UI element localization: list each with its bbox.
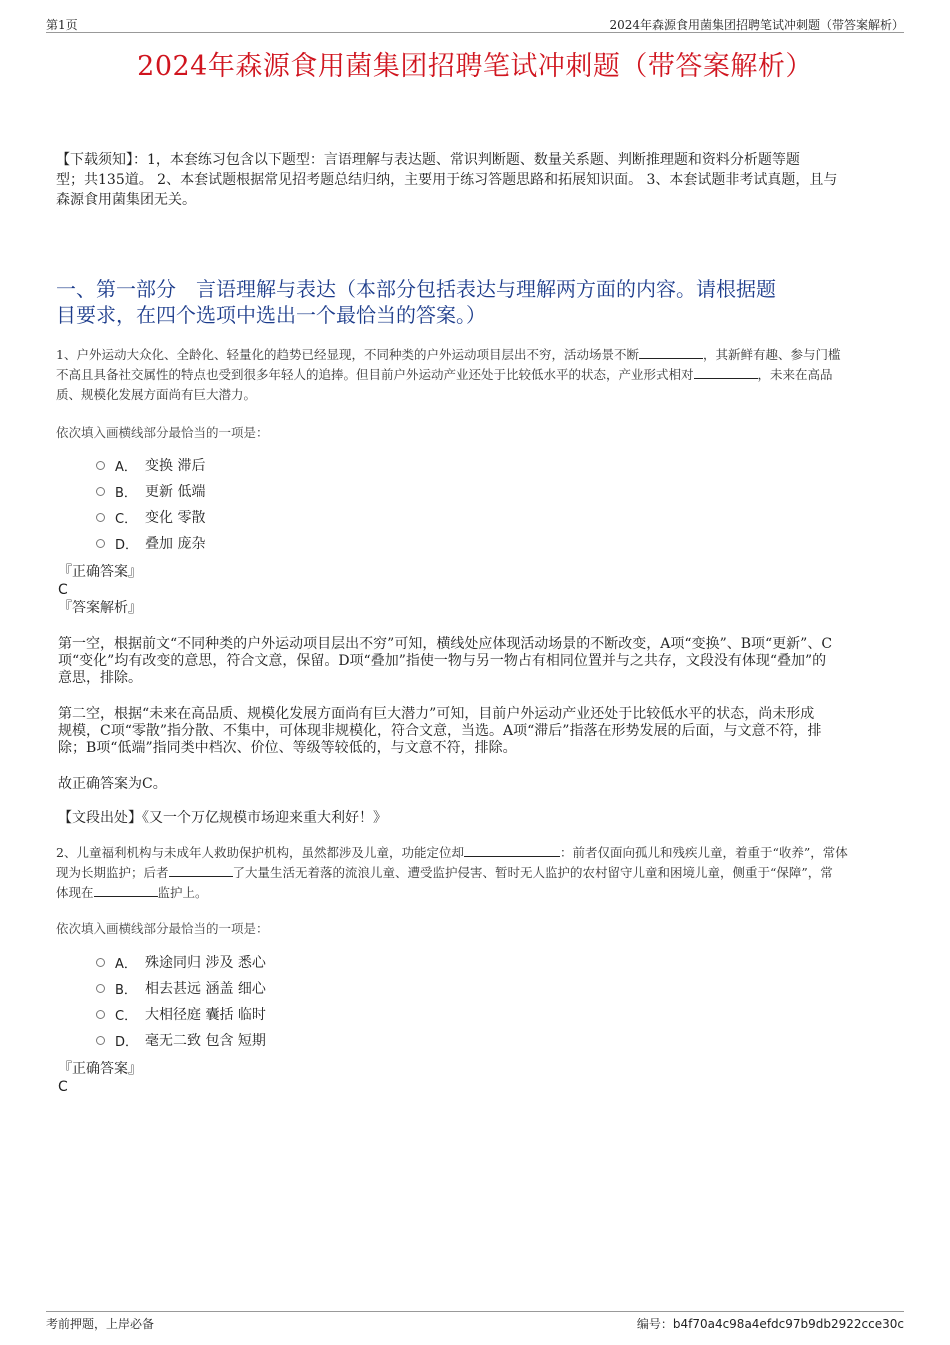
analysis-paragraph-2: 第二空，根据“未来在高品质、规模化发展方面尚有巨大潜力”可知，目前户外运动产业还处于比较低水平的状态，尚未形成 规模，C项“零散”指分散、不集中，可体现非规模化，符合文意，当选。A项“滞后”指落在形势发展的后面，与文意不符，排 除；B项“低端”指同类中档次、价位、等级等较低的，与文意不符，排除。 <box>58 706 822 756</box>
option-a[interactable]: A． 变换 滞后 <box>96 452 205 478</box>
question-2-prompt: 依次填入画横线部分最恰当的一项是： <box>56 921 269 936</box>
question-2-options <box>96 949 266 1053</box>
question-1-stem: 1、户外运动大众化、全龄化、轻量化的趋势已经显现，不同种类的户外运动项目层出不穷，活动场景不断 ，其新鲜有趣、参与门槛 不高且具备社交属性的特点也受到很多年轻人的追捧。但目前户外运动产业还处于比较低水平的状态，产业形式相对 ，未来在高品 质、规模化发展方面尚有巨大潜力。 <box>56 347 841 402</box>
option-b[interactable]: B． 更新 低端 <box>96 478 205 504</box>
fill-blank <box>694 366 758 379</box>
fill-blank <box>169 864 233 877</box>
analysis-paragraph-1: 第一空，根据前文“不同种类的户外运动项目层出不穷”可知，横线处应体现活动场景的不断改变，A项“变换”、B项“更新”、C 项“变化”均有改变的意思，符合文意，保留。D项“叠加”指使一物与另一物占有相同位置并与之共存，文段没有体现“叠加”的 意思，排除。 <box>58 636 833 686</box>
header-title: 2024年森源食用菌集团招聘笔试冲刺题（带答案解析） <box>609 18 904 32</box>
footer-slogan: 考前押题，上岸必备 <box>46 1317 155 1331</box>
footer-divider <box>46 1311 904 1312</box>
radio-icon[interactable] <box>96 958 105 967</box>
option-d[interactable]: D． 毫无二致 包含 短期 <box>96 1027 266 1053</box>
option-c[interactable]: C． 大相径庭 囊括 临时 <box>96 1001 266 1027</box>
question-1-options <box>96 452 205 556</box>
analysis-conclusion: 故正确答案为C。 <box>58 776 167 792</box>
question-2-answer: 『正确答案』 C <box>58 1061 142 1095</box>
question-1-prompt: 依次填入画横线部分最恰当的一项是： <box>56 425 269 440</box>
question-2-stem: 2、儿童福利机构与未成年人救助保护机构，虽然都涉及儿童，功能定位却 ：前者仅面向孤儿和残疾儿童，着重于“收养”，常体 现为长期监护；后者 了大量生活无着落的流浪儿童、遭受监护侵害、暂时无人监护的农村留守儿童和困境儿童，侧重于“保障”，常 体现在 监护上。 <box>56 845 848 900</box>
page-header <box>46 14 904 33</box>
radio-icon[interactable] <box>96 984 105 993</box>
option-c[interactable]: C． 变化 零散 <box>96 504 205 530</box>
answer-value: C <box>58 1079 68 1095</box>
page-number: 第1页 <box>46 18 78 32</box>
radio-icon[interactable] <box>96 1010 105 1019</box>
text-source: 【文段出处】《又一个万亿规模市场迎来重大利好！》 <box>58 810 387 826</box>
option-d[interactable]: D． 叠加 庞杂 <box>96 530 205 556</box>
option-b[interactable]: B． 相去甚远 涵盖 细心 <box>96 975 266 1001</box>
fill-blank <box>639 346 703 359</box>
radio-icon[interactable] <box>96 487 105 496</box>
radio-icon[interactable] <box>96 513 105 522</box>
radio-icon[interactable] <box>96 1036 105 1045</box>
document-title: 2024年森源食用菌集团招聘笔试冲刺题（带答案解析） <box>137 51 813 82</box>
option-a[interactable]: A． 殊途同归 涉及 悉心 <box>96 949 266 975</box>
fill-blank <box>464 844 560 857</box>
section-heading: 一、第一部分 言语理解与表达（本部分包括表达与理解两方面的内容。请根据题 目要求，在四个选项中选出一个最恰当的答案。） <box>56 277 776 327</box>
fill-blank <box>94 884 158 897</box>
document-code: 编号：b4f70a4c98a4efdc97b9db2922cce30c <box>636 1317 904 1331</box>
answer-value: C <box>58 582 68 598</box>
radio-icon[interactable] <box>96 461 105 470</box>
radio-icon[interactable] <box>96 539 105 548</box>
question-1-answer: 『正确答案』 C 『答案解析』 <box>58 564 142 616</box>
download-notice: 【下载须知】：1，本套练习包含以下题型：言语理解与表达题、常识判断题、数量关系题、判断推理题和资料分析题等题 型；共135道。 2、本套试题根据常见招考题总结归纳，主要用于练习答题思路和拓展知识面。 3、本套试题非考试真题，且与 森源食用菌集团无关。 <box>56 152 838 208</box>
